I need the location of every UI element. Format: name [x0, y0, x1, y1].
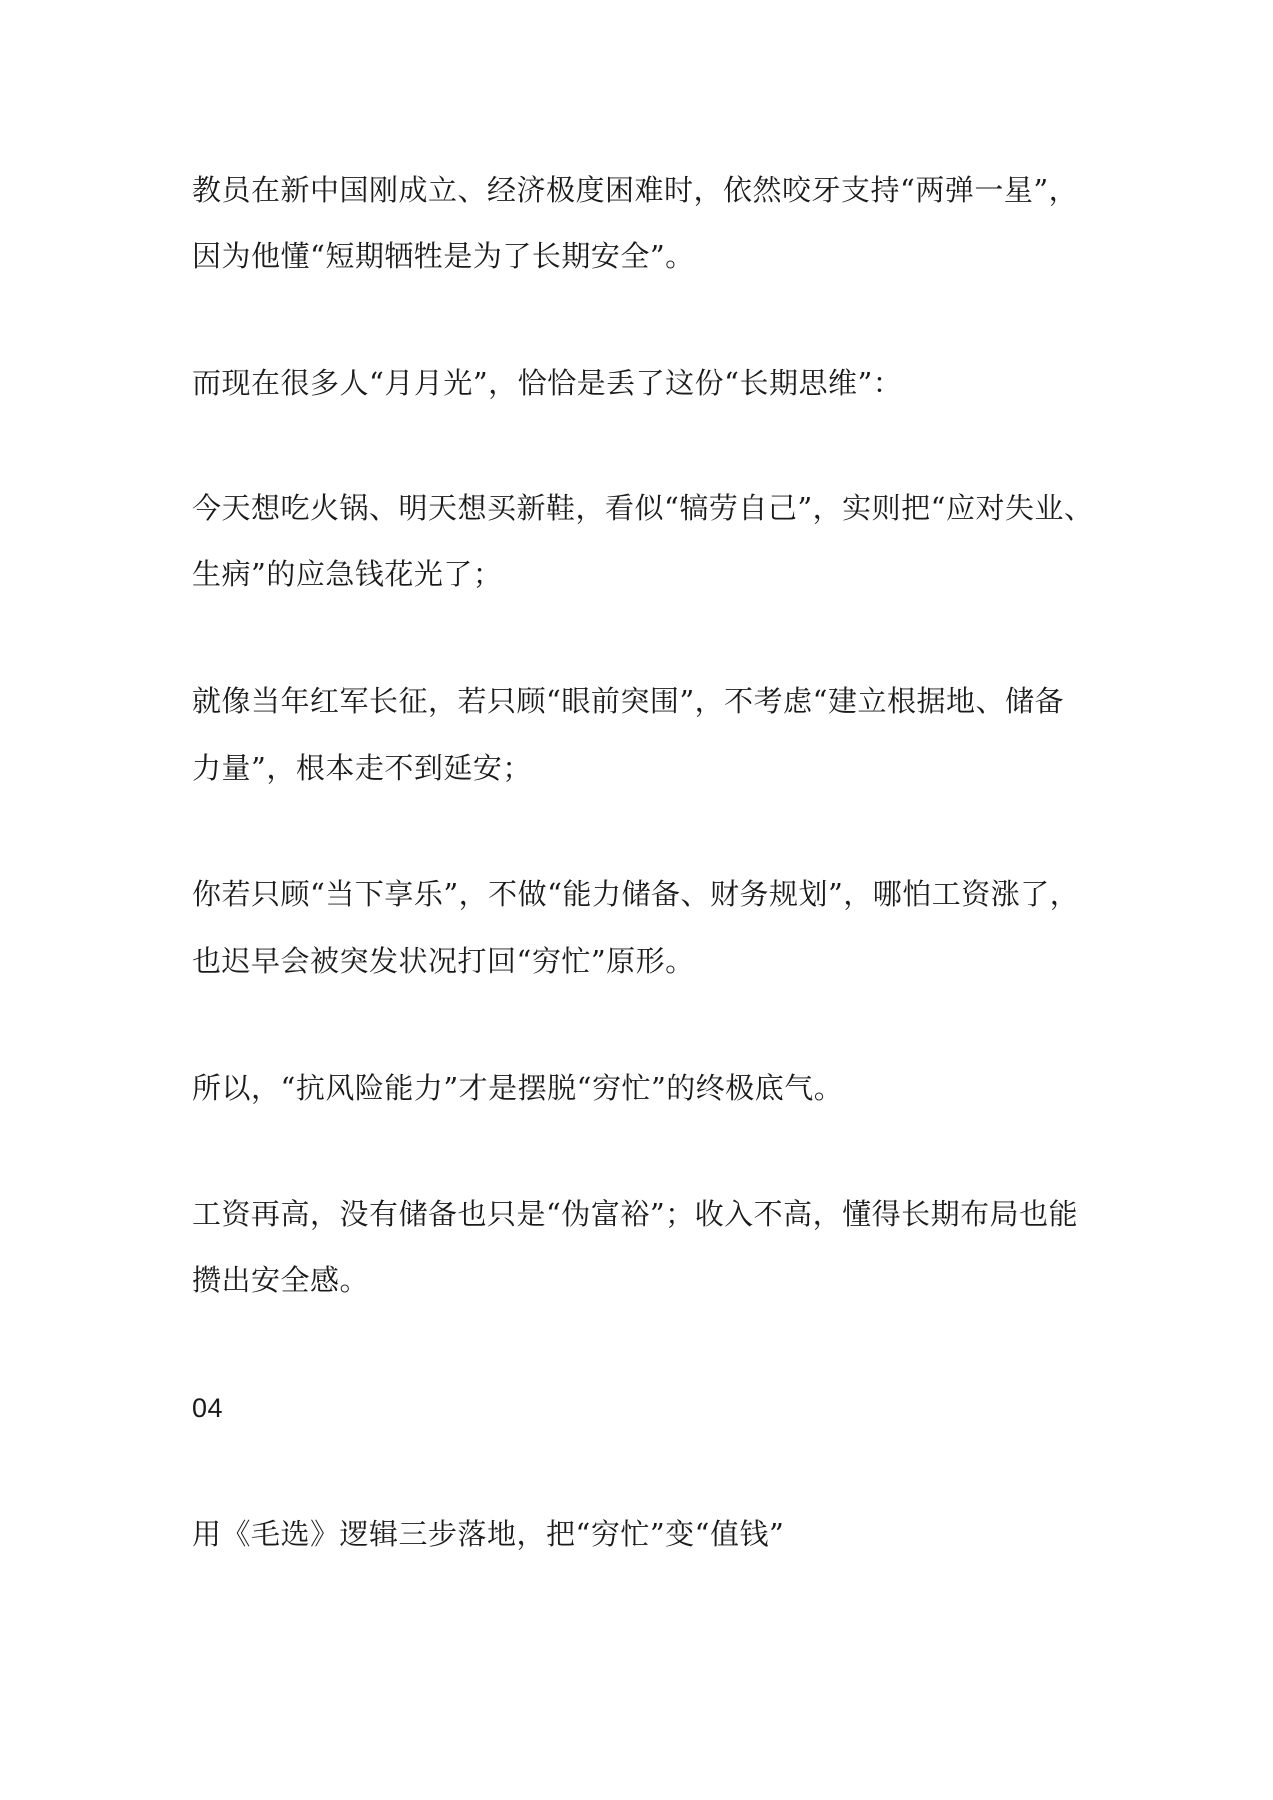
- paragraph-3-line-2: 生病”的应急钱花光了；: [192, 557, 503, 591]
- paragraph-1-line-2: 因为他懂“短期牺牲是为了长期安全”。: [192, 239, 695, 273]
- paragraph-6-line-1: 所以，“抗风险能力”才是摆脱“穷忙”的终极底气。: [192, 1071, 844, 1105]
- paragraph-5-line-2: 也迟早会被突发状况打回“穷忙”原形。: [192, 944, 695, 978]
- paragraph-1-line-1: 教员在新中国刚成立、经济极度困难时，依然咬牙支持“两弹一星”，: [192, 173, 1079, 207]
- paragraph-7-line-2: 攒出安全感。: [192, 1263, 370, 1297]
- paragraph-4-line-1: 就像当年红军长征，若只顾“眼前突围”，不考虑“建立根据地、储备: [192, 684, 1064, 718]
- section-number: 04: [192, 1393, 224, 1423]
- paragraph-5-line-1: 你若只顾“当下享乐”，不做“能力储备、财务规划”，哪怕工资涨了，: [192, 877, 1080, 911]
- paragraph-7-line-1: 工资再高，没有储备也只是“伪富裕”；收入不高，懂得长期布局也能: [192, 1197, 1079, 1231]
- paragraph-3-line-1: 今天想吃火锅、明天想买新鞋，看似“犒劳自己”，实则把“应对失业、: [192, 491, 1094, 525]
- paragraph-2-line-1: 而现在很多人“月月光”，恰恰是丢了这份“长期思维”：: [192, 366, 903, 400]
- section-title: 用《毛选》逻辑三步落地，把“穷忙”变“值钱”: [192, 1517, 785, 1551]
- paragraph-4-line-2: 力量”，根本走不到延安；: [192, 751, 532, 785]
